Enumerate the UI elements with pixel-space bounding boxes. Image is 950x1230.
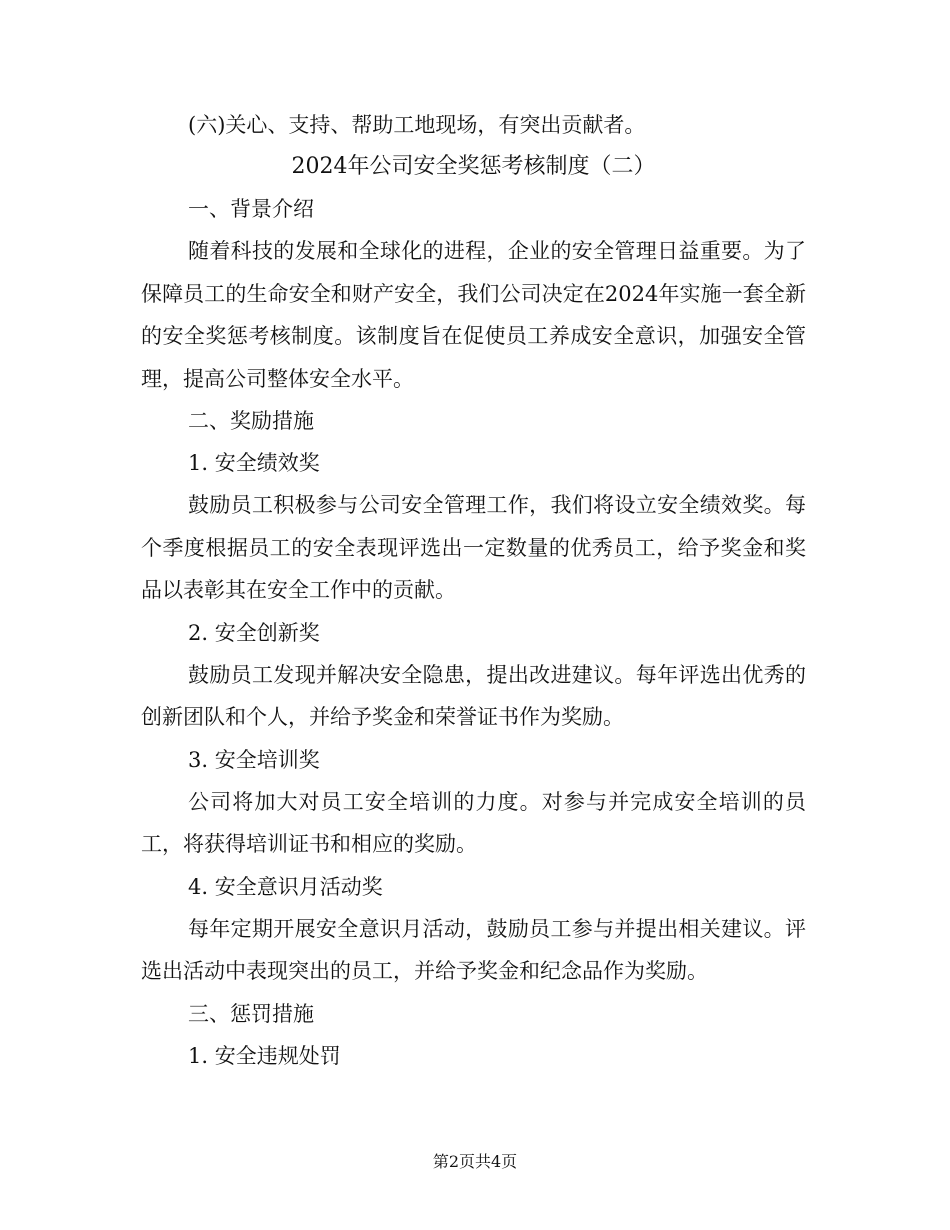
paragraph-performance-award: 鼓励员工积极参与公司安全管理工作，我们将设立安全绩效奖。每个季度根据员工的安全表现评选出一定数量的优秀员工，给予奖金和奖品以表彰其在安全工作中的贡献。: [141, 493, 806, 602]
intro-item: (六)关心、支持、帮助工地现场，有突出贡献者。: [188, 113, 646, 137]
item-heading-innovation-award: 2. 安全创新奖: [188, 620, 320, 645]
document-body: [141, 104, 806, 1077]
paragraph-background: 随着科技的发展和全球化的进程，企业的安全管理日益重要。为了保障员工的生命安全和财产安全，我们公司决定在2024年实施一套全新的安全奖惩考核制度。该制度旨在促使员工养成安全意识，加强安全管理，提高公司整体安全水平。: [141, 239, 806, 391]
item-heading-training-award: 3. 安全培训奖: [188, 747, 320, 772]
section-heading-penalties: 三、惩罚措施: [188, 1001, 314, 1026]
item-heading-violation-penalty: 1. 安全违规处罚: [188, 1043, 341, 1068]
document-title: 2024年公司安全奖惩考核制度（二）: [291, 154, 656, 179]
paragraph-training-award: 公司将加大对员工安全培训的力度。对参与并完成安全培训的员工，将获得培训证书和相应的奖励。: [141, 789, 806, 856]
item-heading-awareness-award: 4. 安全意识月活动奖: [188, 874, 383, 899]
item-heading-performance-award: 1. 安全绩效奖: [188, 451, 320, 475]
paragraph-awareness-award: 每年定期开展安全意识月活动，鼓励员工参与并提出相关建议。评选出活动中表现突出的员工，并给予奖金和纪念品作为奖励。: [141, 916, 806, 983]
section-heading-background: 一、背景介绍: [188, 197, 314, 221]
paragraph-innovation-award: 鼓励员工发现并解决安全隐患，提出改进建议。每年评选出优秀的创新团队和个人，并给予奖金和荣誉证书作为奖励。: [141, 662, 806, 729]
section-heading-rewards: 二、奖励措施: [188, 409, 314, 433]
page-number-footer: 第2页共4页: [432, 1152, 518, 1171]
